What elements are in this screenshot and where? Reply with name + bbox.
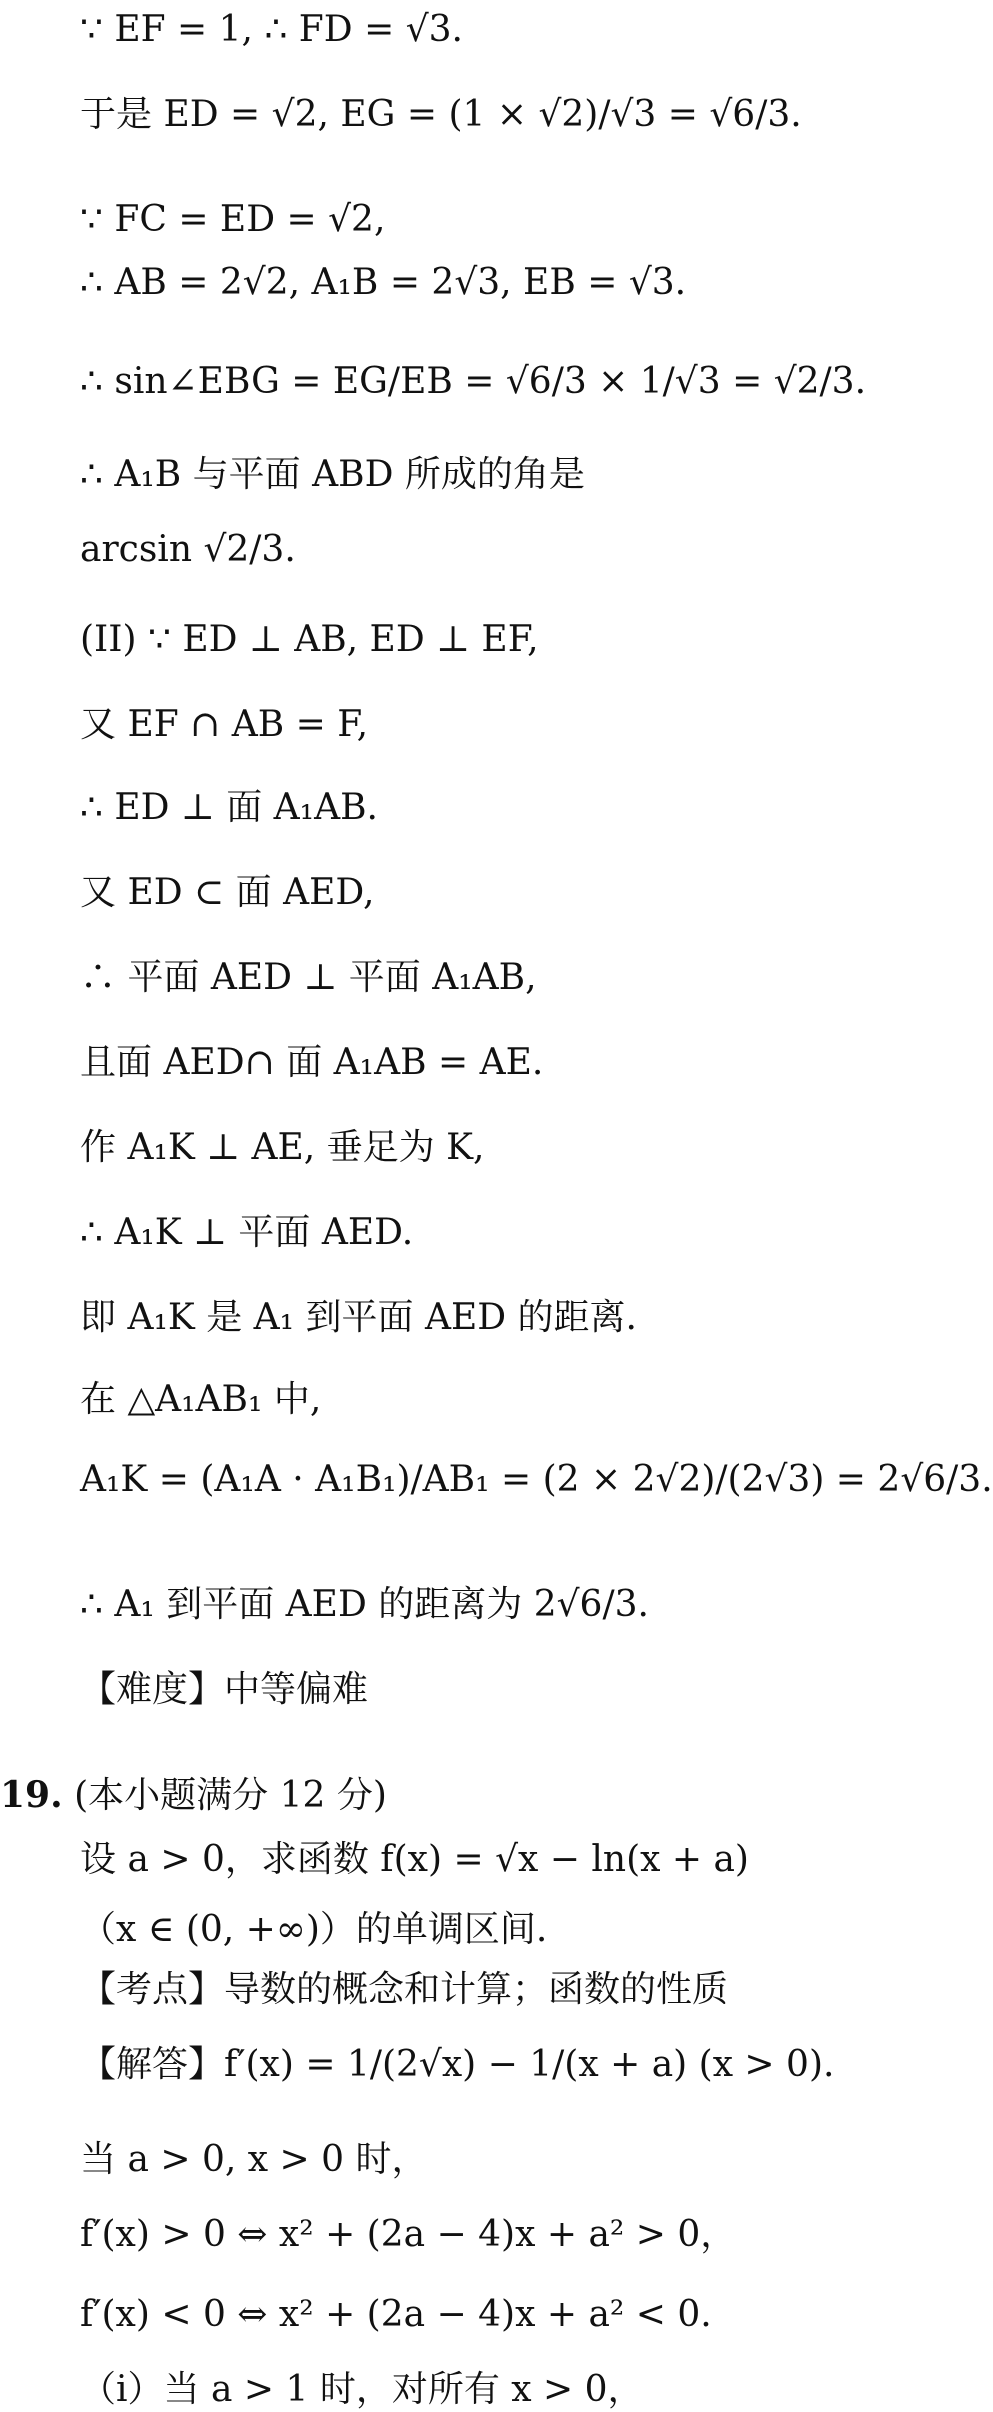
text-line: 在 △A₁AB₁ 中, <box>80 1379 322 1420</box>
text-line: f′(x) < 0 ⇔ x² + (2a − 4)x + a² < 0. <box>80 2294 712 2335</box>
problem-number: 19. <box>0 1774 63 1816</box>
text-line: A₁K = (A₁A · A₁B₁)/AB₁ = (2 × 2√2)/(2√3) = 2√6/3. <box>80 1459 993 1500</box>
text-line: ∴ AB = 2√2, A₁B = 2√3, EB = √3. <box>80 262 687 303</box>
text-line: 【解答】f′(x) = 1/(2√x) − 1/(x + a) (x > 0). <box>80 2044 835 2085</box>
text-line: 设 a > 0，求函数 f(x) = √x − ln(x + a) <box>80 1839 749 1880</box>
text-line: 即 A₁K 是 A₁ 到平面 AED 的距离. <box>80 1297 637 1338</box>
text-line: ∵ FC = ED = √2, <box>80 199 386 240</box>
text-line: 【考点】导数的概念和计算；函数的性质 <box>80 1969 729 2010</box>
text-line: 于是 ED = √2, EG = (1 × √2)/√3 = √6/3. <box>80 94 802 135</box>
text-line: 且面 AED∩ 面 A₁AB = AE. <box>80 1042 544 1083</box>
text-line: ∴ A₁K ⊥ 平面 AED. <box>80 1212 414 1253</box>
text-line: ∴ 平面 AED ⊥ 平面 A₁AB, <box>80 957 537 998</box>
text-line: (II) ∵ ED ⊥ AB, ED ⊥ EF, <box>80 619 539 660</box>
text-line: arcsin √2/3. <box>80 529 296 570</box>
text-line: 又 EF ∩ AB = F, <box>80 704 369 745</box>
text-line: ∴ ED ⊥ 面 A₁AB. <box>80 787 379 828</box>
text-line: 当 a > 0, x > 0 时， <box>80 2139 428 2180</box>
problem-points: (本小题满分 12 分) <box>74 1775 387 1816</box>
text-line: （x ∈ (0, +∞)）的单调区间. <box>80 1909 548 1950</box>
text-line: ∴ A₁B 与平面 ABD 所成的角是 <box>80 454 585 495</box>
text-line: 又 ED ⊂ 面 AED, <box>80 872 375 913</box>
text-line: 作 A₁K ⊥ AE, 垂足为 K, <box>80 1127 485 1168</box>
text-line: ∴ A₁ 到平面 AED 的距离为 2√6/3. <box>80 1584 649 1625</box>
text-line: 【难度】中等偏难 <box>80 1669 369 1710</box>
text-line: f′(x) > 0 ⇔ x² + (2a − 4)x + a² > 0， <box>80 2214 737 2255</box>
problem-header <box>0 1775 816 1816</box>
text-line: ∵ EF = 1, ∴ FD = √3. <box>80 9 463 50</box>
text-line: ∴ sin∠EBG = EG/EB = √6/3 × 1/√3 = √2/3. <box>80 361 867 402</box>
text-line: （i）当 a > 1 时，对所有 x > 0， <box>80 2369 644 2410</box>
